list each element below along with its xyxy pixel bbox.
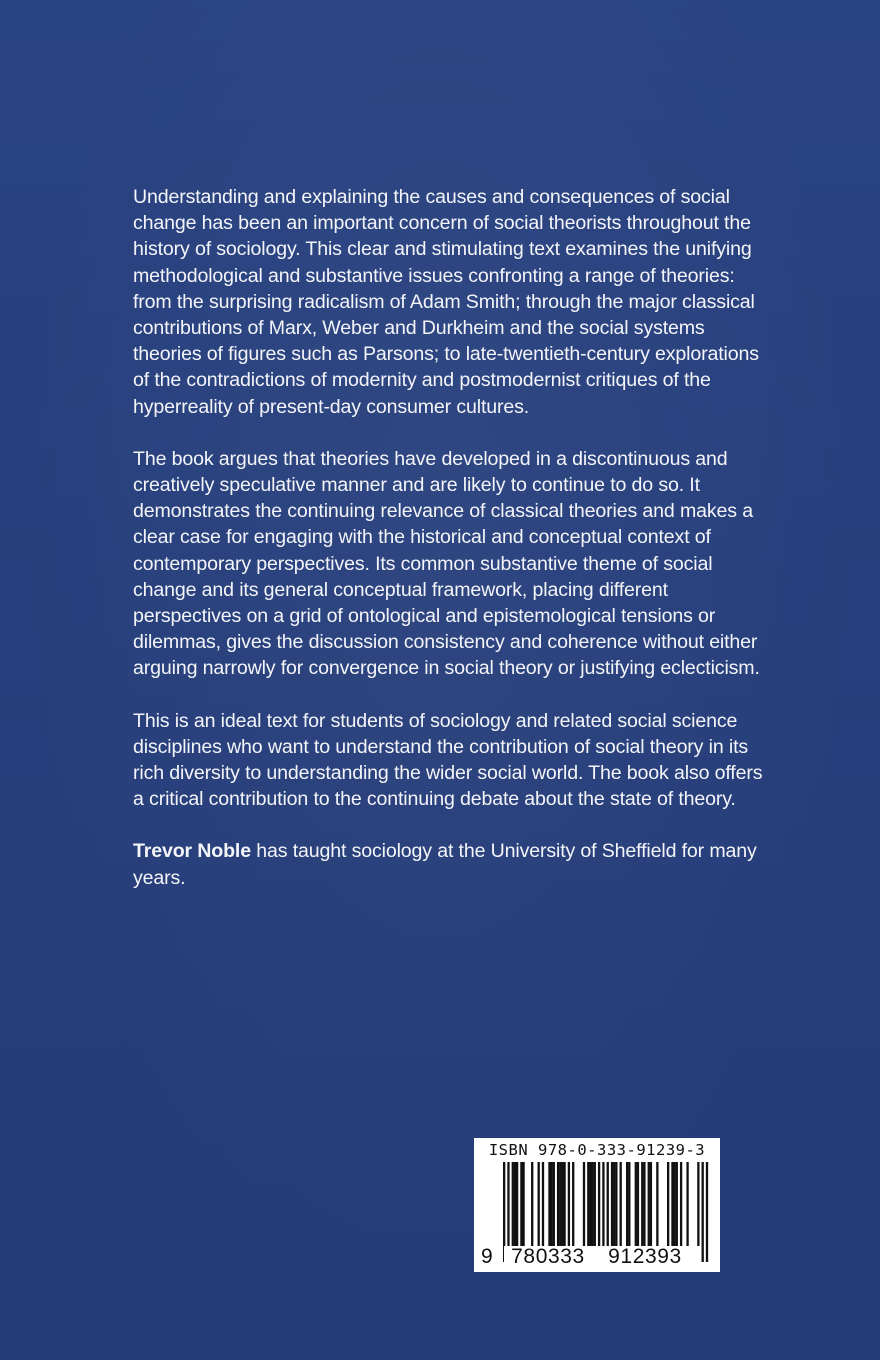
- barcode-digit-first: 9: [481, 1245, 493, 1268]
- barcode-bar: [702, 1162, 704, 1262]
- barcode-digits-right: 912393: [600, 1246, 690, 1267]
- barcode-bar: [512, 1162, 514, 1246]
- isbn-barcode: [474, 1138, 720, 1272]
- barcode-bar: [568, 1162, 570, 1246]
- barcode-bar: [637, 1162, 639, 1246]
- barcode-bar: [572, 1162, 574, 1246]
- barcode-bar: [563, 1162, 565, 1246]
- barcode-bar: [611, 1162, 613, 1246]
- barcode-bar: [680, 1162, 682, 1246]
- barcode-bar: [516, 1162, 518, 1246]
- barcode-bar: [542, 1162, 544, 1246]
- barcode-bar: [615, 1162, 617, 1246]
- barcode-bar: [583, 1162, 585, 1246]
- barcode-bar: [641, 1162, 643, 1246]
- barcode-bar: [587, 1162, 589, 1246]
- barcode-bar: [598, 1162, 600, 1246]
- barcode-bar: [531, 1162, 533, 1246]
- barcode-bar: [520, 1162, 522, 1246]
- barcode-bar: [553, 1162, 555, 1246]
- barcode-bar: [671, 1162, 673, 1246]
- author-bio-text: has taught sociology at the University of Sheffield for many years.: [133, 840, 757, 889]
- barcode-bar: [613, 1162, 615, 1246]
- barcode-bar: [559, 1162, 561, 1246]
- barcode-bar: [550, 1162, 552, 1246]
- barcode-bar: [594, 1162, 596, 1246]
- blurb-text: [133, 184, 763, 917]
- barcode-bar: [648, 1162, 650, 1246]
- barcode-bar: [676, 1162, 678, 1246]
- barcode-bar: [628, 1162, 630, 1246]
- isbn-label: ISBN 978-0-333-91239-3: [488, 1141, 706, 1159]
- barcode-bar: [706, 1162, 708, 1262]
- barcode-bar: [650, 1162, 652, 1246]
- barcode-bar: [591, 1162, 593, 1246]
- blurb-paragraph: This is an ideal text for students of sociology and related social science disciplines who want to understand the contribution of social theory in its rich diversity to understanding the wider social world. The book also offers a critical contribution to the continuing debate about the state of theory.: [133, 709, 763, 811]
- barcode-bar: [561, 1162, 563, 1246]
- author-name: Trevor Noble: [133, 840, 251, 863]
- barcode-bar: [635, 1162, 637, 1246]
- barcode-digits-left: 780333: [504, 1246, 592, 1267]
- barcode-bar: [557, 1162, 559, 1246]
- barcode-bar: [522, 1162, 524, 1246]
- author-bio: [133, 838, 763, 890]
- barcode-bar: [589, 1162, 591, 1246]
- barcode-bar: [626, 1162, 628, 1246]
- barcode-bar: [620, 1162, 622, 1246]
- barcode-bar: [667, 1162, 669, 1246]
- barcode-bar: [548, 1162, 550, 1246]
- blurb-paragraph: Understanding and explaining the causes and consequences of social change has been an important concern of social theorists throughout the history of sociology. This clear and stimulating text examines the unifying methodological and substantive issues confronting a range of theories: from the surprising radicalism of Adam Smith; through the major classical contributions of Marx, Weber and Durkheim and the social systems theories of figures such as Parsons; to late-twentieth-century explorations of the contradictions of modernity and postmodernist critiques of the hyperreality of present-day consumer cultures.: [133, 186, 759, 418]
- blurb-paragraph: The book argues that theories have developed in a discontinuous and creatively speculative manner and are likely to continue to do so. It demonstrates the continuing relevance of classical theories and makes a clear case for engaging with the historical and conceptual context of contemporary perspectives. Its common substantive theme of social change and its general conceptual framework, placing different perspectives on a grid of ontological and epistemological tensions or dilemmas, gives the discussion consistency and coherence without either arguing narrowly for convergence in social theory or justifying eclecticism.: [133, 447, 760, 680]
- barcode-bar: [686, 1162, 688, 1246]
- barcode-bar: [514, 1162, 516, 1246]
- barcode-bar: [673, 1162, 675, 1246]
- barcode-bar: [643, 1162, 645, 1246]
- barcode-bar: [656, 1162, 658, 1246]
- barcode-bar: [697, 1162, 699, 1246]
- barcode-bar: [538, 1162, 540, 1246]
